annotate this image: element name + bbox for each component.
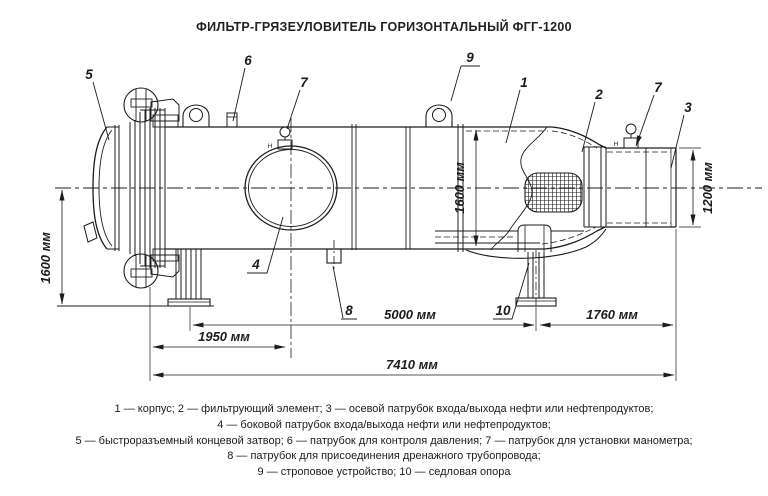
dim-label-nozzle-diameter: 1200 мм — [700, 162, 715, 214]
closure-swing-bolt-top — [124, 88, 179, 127]
callout-8: 8 — [345, 303, 353, 318]
dim-label-closure-to-side-nozzle: 1950 мм — [198, 329, 250, 344]
dim-label-shell-diameter: 1600 мм — [452, 162, 467, 214]
filter-seat-bracket — [518, 225, 551, 252]
callout-9: 9 — [466, 50, 474, 65]
dim-label-support-span: 5000 мм — [384, 307, 436, 322]
fitting-mark-right: Н — [613, 141, 619, 148]
callout-4: 4 — [252, 257, 260, 272]
reducer-bottom — [545, 227, 605, 249]
callout-2: 2 — [595, 87, 603, 102]
dim-label-overall-length: 7410 мм — [386, 357, 438, 372]
saddle-support-left — [168, 249, 210, 306]
filter-housing-section — [435, 127, 671, 258]
fitting-mark-left: Н — [267, 143, 273, 150]
callout-6: 6 — [244, 53, 252, 68]
legend-line-5: 9 — строповое устройство; 10 — седловая опора — [257, 466, 511, 479]
callout-7-right: 7 — [654, 80, 662, 95]
legend-line-3: 5 — быстроразъемный концевой затвор; 6 — патрубок для контроля давления; 7 — патрубок для установки манометра; — [75, 434, 693, 447]
manometer-fitting-right — [614, 124, 638, 148]
pressure-control-nozzle — [227, 113, 237, 127]
reducer-top — [552, 127, 606, 148]
legend-line-4: 8 — патрубок для присоединения дренажного трубопровода; — [227, 450, 541, 463]
callout-7-left: 7 — [300, 75, 308, 90]
filter-element-mesh — [525, 173, 582, 212]
closure-swing-bolt-bottom — [124, 249, 179, 288]
callout-3: 3 — [684, 100, 692, 115]
callout-10: 10 — [495, 303, 511, 318]
callout-5: 5 — [85, 67, 93, 82]
legend — [0, 402, 768, 481]
lifting-lug-left — [183, 105, 209, 127]
lifting-lug-right — [426, 105, 452, 127]
axial-nozzle — [606, 148, 676, 227]
head-tab — [84, 222, 97, 242]
centerlines — [55, 118, 762, 358]
callout-1: 1 — [520, 75, 528, 90]
legend-line-1: 1 — корпус; 2 — фильтрующий элемент; 3 — осевой патрубок входа/выхода нефти или нефтепродуктов; — [114, 403, 654, 415]
callout-leaders — [93, 66, 684, 319]
legend-line-2: 4 — боковой патрубок входа/выхода нефти или нефтепродуктов; — [217, 418, 551, 431]
dim-label-axis-height: 1600 мм — [38, 232, 53, 284]
drawing-title: ФИЛЬТР-ГРЯЗЕУЛОВИТЕЛЬ ГОРИЗОНТАЛЬНЫЙ ФГГ-1200 — [196, 20, 572, 34]
dim-label-right-overhang: 1760 мм — [586, 307, 638, 322]
shell-weld-seam-1 — [352, 124, 356, 250]
